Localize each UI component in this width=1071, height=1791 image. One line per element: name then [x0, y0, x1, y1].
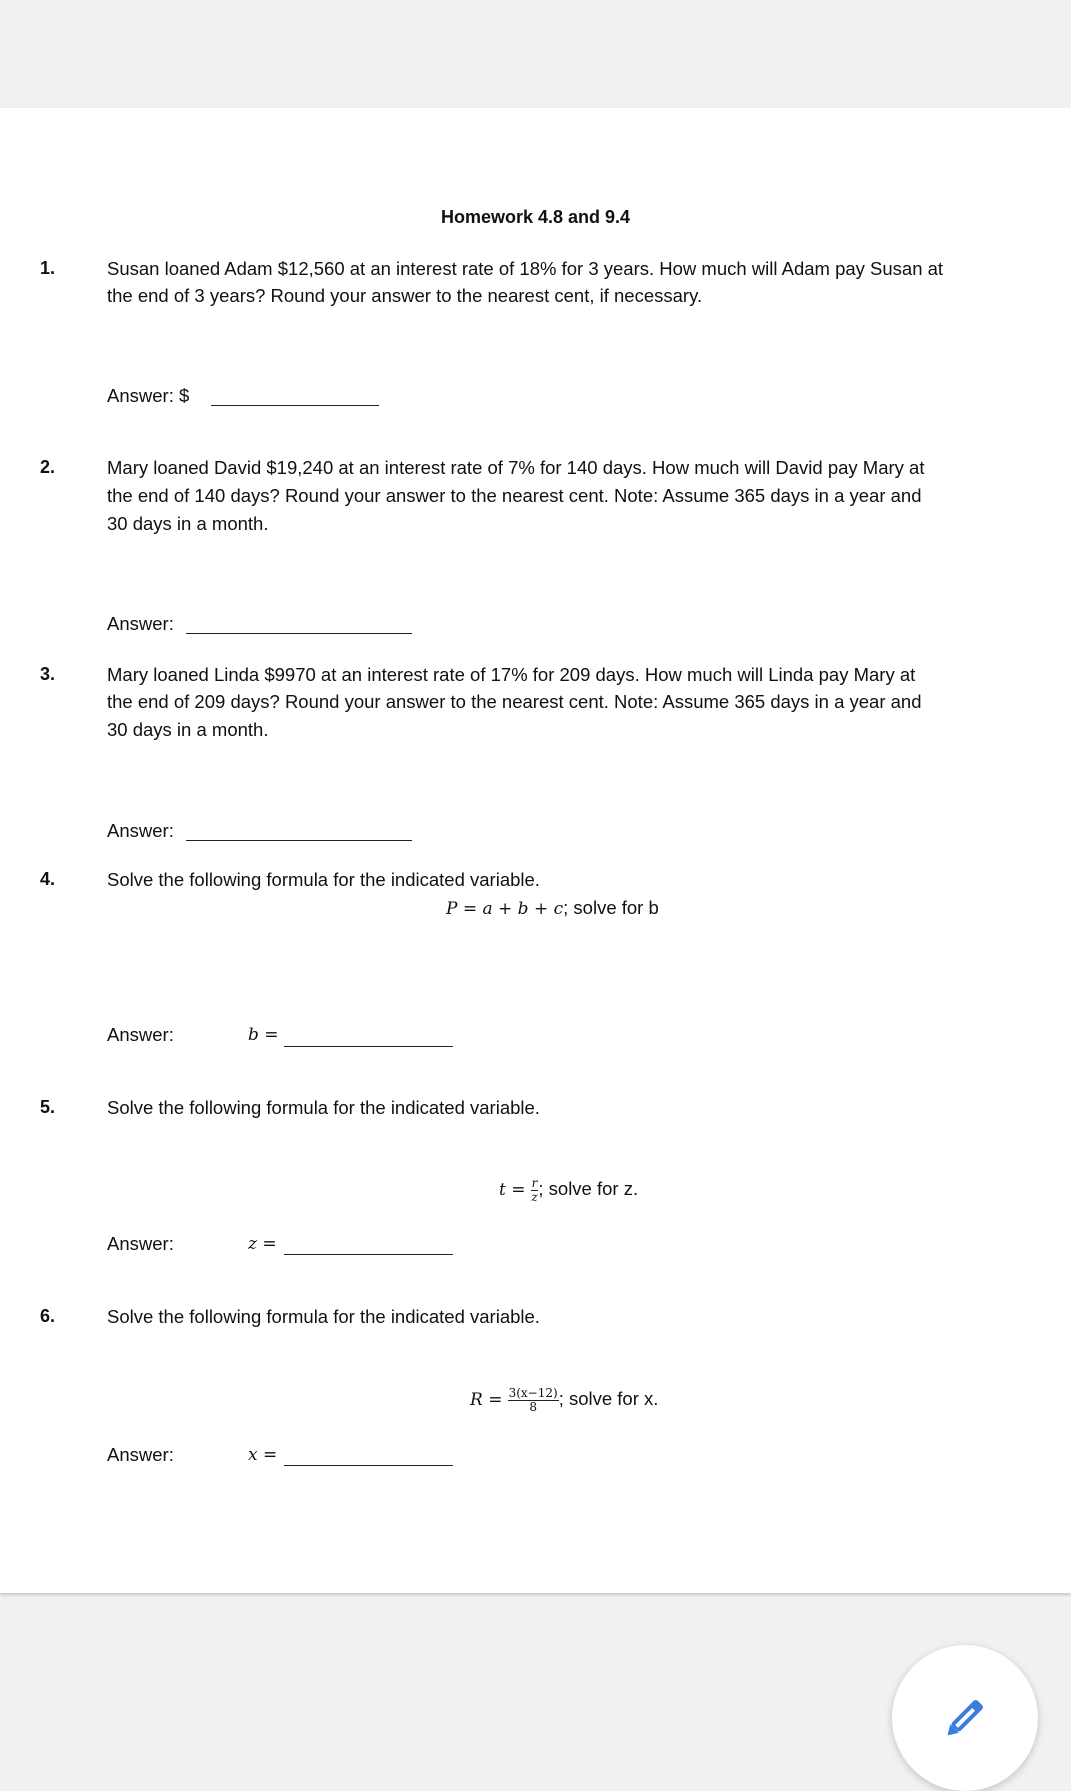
answer-label: Answer:	[107, 1024, 174, 1045]
denominator: 8	[529, 1399, 537, 1414]
question-text: Solve the following formula for the indicated variable.	[107, 869, 540, 890]
question-text: Solve the following formula for the indicated variable.	[107, 1306, 540, 1327]
answer-blank[interactable]	[186, 633, 412, 634]
document-page	[0, 108, 1071, 1593]
question-number: 2.	[40, 457, 56, 477]
answer-variable: z =	[248, 1234, 277, 1254]
question-text: Solve the following formula for the indicated variable.	[107, 1097, 540, 1118]
edit-button[interactable]	[892, 1645, 1038, 1791]
numerator: 3(x−12)	[508, 1385, 558, 1400]
answer-variable: b =	[248, 1025, 279, 1045]
question-text: 30 days in a month.	[107, 513, 269, 534]
answer-blank[interactable]	[186, 840, 412, 841]
question-number: 4.	[40, 869, 56, 889]
formula-lhs: R =	[470, 1390, 503, 1410]
denominator: z	[531, 1189, 538, 1204]
answer-label: Answer:	[107, 820, 174, 841]
answer-label: Answer:	[107, 1444, 174, 1465]
question-text: 30 days in a month.	[107, 719, 269, 740]
formula-fraction	[508, 1387, 559, 1414]
question-text: Susan loaned Adam $12,560 at an interest rate of 18% for 3 years. How much will Adam pay Susan at	[107, 258, 944, 279]
question-number: 3.	[40, 664, 56, 684]
question-text: Mary loaned Linda $9970 at an interest rate of 17% for 209 days. How much will Linda pay Mary at	[107, 664, 916, 685]
answer-label: Answer: $	[107, 385, 190, 406]
answer-label: Answer:	[107, 1233, 174, 1254]
formula	[499, 1174, 638, 1205]
formula	[446, 897, 659, 920]
question-number: 5.	[40, 1097, 56, 1117]
question-text: the end of 3 years? Round your answer to the nearest cent, if necessary.	[107, 285, 703, 306]
question-text: the end of 209 days? Round your answer to the nearest cent. Note: Assume 365 days in a year and	[107, 691, 922, 712]
pencil-icon	[938, 1695, 988, 1745]
answer-label: Answer:	[107, 613, 174, 634]
question-number: 1.	[40, 258, 56, 278]
formula	[470, 1384, 658, 1415]
answer-blank[interactable]	[284, 1046, 453, 1047]
formula-suffix: ; solve for z.	[538, 1178, 639, 1199]
answer-blank[interactable]	[211, 405, 379, 406]
formula-lhs: t =	[499, 1180, 526, 1200]
question-number: 6.	[40, 1306, 56, 1326]
question-text: the end of 140 days? Round your answer to the nearest cent. Note: Assume 365 days in a year and	[107, 485, 922, 506]
numerator: r	[531, 1175, 538, 1190]
answer-blank[interactable]	[284, 1465, 453, 1466]
document-title: Homework 4.8 and 9.4	[441, 207, 631, 227]
formula-suffix: ; solve for x.	[558, 1388, 659, 1409]
question-text: Mary loaned David $19,240 at an interest rate of 7% for 140 days. How much will David pay Mary at	[107, 457, 925, 478]
answer-variable: x =	[248, 1445, 278, 1465]
answer-blank[interactable]	[284, 1254, 453, 1255]
formula-expression: P = a + b + c	[446, 899, 564, 919]
formula-suffix: ; solve for b	[563, 897, 659, 918]
